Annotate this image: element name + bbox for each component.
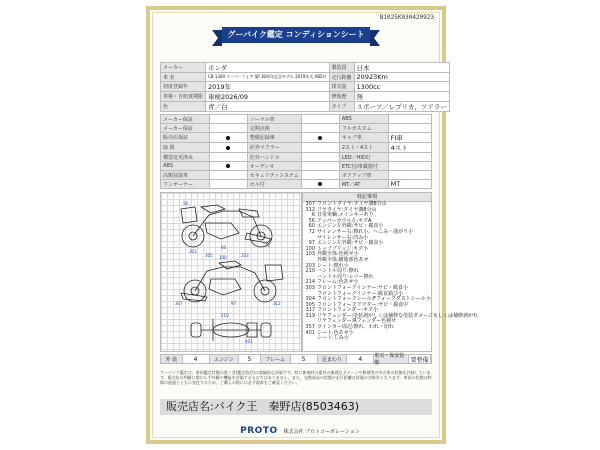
remarks-list — [303, 201, 479, 342]
info-label: 排気量 — [329, 82, 354, 92]
svg-text:312: 312 — [273, 301, 281, 306]
info-label: 製造国 — [329, 63, 354, 73]
spec-value — [388, 115, 431, 124]
spec-value — [301, 143, 339, 153]
remarks-panel — [302, 192, 479, 352]
svg-text:401: 401 — [245, 339, 253, 344]
spec-row — [161, 133, 432, 143]
spec-label: セキュリティシステム — [247, 171, 301, 180]
info-row — [161, 73, 450, 82]
spec-value: MT — [388, 180, 431, 189]
proto-logo: PROTO — [240, 426, 278, 436]
spec-row — [161, 124, 432, 133]
svg-text:100: 100 — [219, 255, 227, 260]
remark-text: フロントフェンダー:キズ小 — [317, 307, 378, 314]
spec-row — [161, 171, 432, 180]
remark-code: 401 — [305, 329, 315, 336]
spec-label: 高額買取車 — [161, 171, 210, 180]
remark-text: シート:色あせ小 — [317, 329, 354, 336]
spec-label: ETC付/車載器付 — [339, 162, 388, 171]
spec-value — [209, 124, 247, 133]
spec-label: メーカー保証 — [161, 115, 210, 124]
shop-name: 販売店名:バイク王 秦野店(8503463) — [160, 399, 432, 415]
remark-text: フレーム:色あせ小 — [317, 279, 359, 286]
spec-value — [301, 171, 339, 180]
spec-label: ABS — [161, 162, 210, 171]
score-label: 足まわり — [318, 355, 348, 363]
info-value: 無 — [354, 92, 449, 102]
score-bar — [160, 354, 432, 364]
spec-row — [161, 153, 432, 162]
motorcycle-right-view — [181, 261, 283, 302]
spec-value: 4スト — [388, 143, 431, 153]
info-value: 車検2026/09 — [206, 92, 330, 102]
equipment-spec-table — [160, 114, 432, 189]
damage-markers — [175, 201, 281, 344]
remark-text: エンジン左外観:サビ・腐食小 — [317, 240, 384, 247]
remark-text: リヤフェンダー:Rフェンダー色褪せ — [317, 318, 397, 325]
remark-text: ハンドル周り:レバー擦れ — [317, 273, 374, 280]
spec-label: 社外マフラー — [247, 143, 301, 153]
spec-value — [301, 162, 339, 171]
spec-check — [209, 162, 247, 171]
spec-label: LED／HID灯 — [339, 153, 388, 162]
spec-value — [388, 171, 431, 180]
spec-label: メーカー保証 — [161, 124, 210, 133]
check-dot-icon — [226, 164, 230, 168]
svg-text:303: 303 — [189, 249, 197, 254]
spec-label: 整備記録簿 — [247, 133, 301, 143]
motorcycle-top-view — [191, 319, 271, 341]
remark-text: シート:擦れ小 — [317, 262, 349, 269]
spec-row — [161, 115, 432, 124]
spec-value — [301, 153, 339, 162]
spec-label: ノーマル車 — [247, 115, 301, 124]
remark-code: 214 — [305, 279, 315, 286]
spec-row — [161, 180, 432, 189]
remark-text: フロントフォークシール:Fフォークダストシール小 — [317, 296, 431, 303]
remark-text: 日常車輌:メインキーあり — [317, 212, 374, 219]
check-dot-icon — [318, 182, 322, 186]
spec-label: 販売店保証 — [161, 133, 210, 143]
company-name: 株式会社 プロトコーポレーション — [283, 428, 360, 435]
remark-code: 304 — [305, 296, 315, 303]
remark-text: ウインカー周辺:擦れ、われ・切れ — [317, 324, 394, 331]
remark-text: アッパーカウル左:キズA — [317, 217, 372, 224]
remark-text: エンジン左外観:サビ・腐食小 — [317, 223, 384, 230]
damage-diagram — [160, 192, 302, 352]
remark-text: シート:しみ小 — [317, 335, 349, 342]
score-label: エンジン — [210, 355, 240, 363]
remark-text: ハンドル周り:擦れ — [317, 268, 359, 275]
spec-label: オーディオ — [247, 162, 301, 171]
remark-text: トップブリッジ:キズ小 — [317, 245, 369, 252]
remark-text: フロントタイヤ:タイヤ溝8分山 — [317, 201, 387, 207]
spec-row — [161, 143, 432, 153]
remark-code: 97 — [308, 240, 315, 247]
svg-text:210: 210 — [221, 313, 229, 318]
remark-code: 100 — [305, 245, 315, 252]
remark-text: フロントフォークインナー:サビ・腐食小 — [317, 284, 409, 291]
remark-text: サイレンサー右:凹み小 — [317, 234, 369, 241]
svg-text:97: 97 — [231, 301, 237, 306]
info-value: 日本 — [354, 63, 449, 73]
info-row — [161, 102, 450, 112]
remark-code: 303 — [305, 284, 315, 291]
spec-value — [301, 124, 339, 133]
spec-label: ABS — [339, 115, 388, 124]
document-id: B1025K030420923 — [379, 14, 434, 21]
score-value: 4 — [183, 355, 210, 363]
info-label: タイプ — [329, 102, 354, 112]
remark-code: 6 — [311, 212, 315, 219]
info-value: 青／白 — [206, 102, 330, 112]
remark-code: 305 — [305, 301, 315, 308]
info-row — [161, 82, 450, 92]
remark-code — [303, 336, 317, 342]
remark-text: リヤタイヤ:タイヤ溝8分山 — [317, 206, 377, 213]
remark-text: フロントフォークアウター:サビ・腐食中 — [317, 301, 409, 308]
spec-check — [209, 143, 247, 153]
score-value: 5 — [291, 355, 318, 363]
remark-code: 307 — [305, 201, 315, 207]
title-banner: グーバイク鑑定 コンディションシート — [222, 27, 370, 43]
spec-label: 定期点検 — [247, 124, 301, 133]
spec-label: 構造変更済み — [161, 153, 210, 162]
spec-label: ワンオーナー — [161, 180, 210, 189]
info-label: 色 — [161, 102, 206, 112]
spec-label: 取 扱 — [161, 143, 210, 153]
spec-value — [388, 124, 431, 133]
info-value: CB 1300 スーパーフォア SP 30周年記念モデル 2019年式 ABS付 — [206, 73, 330, 82]
remarks-header: 特記事項 — [303, 193, 431, 202]
svg-text:307: 307 — [175, 301, 183, 306]
check-dot-icon — [318, 136, 322, 140]
info-value: ホンダ — [206, 63, 330, 73]
remark-code: 357 — [305, 324, 315, 331]
score-value: 要整備 — [409, 355, 431, 363]
info-value: 2019年 — [206, 82, 330, 92]
motorcycle-diagram-svg — [161, 193, 301, 351]
spec-value: FI車 — [388, 133, 431, 143]
svg-text:203: 203 — [241, 253, 249, 258]
remark-text: フロントフォークインナー:腐食錆び小 — [317, 290, 404, 297]
remark-code: 210 — [305, 268, 315, 275]
spec-label: フルカスタム — [339, 124, 388, 133]
disclaimer-text: グーバイク鑑定は、車両鑑定状態の第三者(鑑定協会)の客観的な評価です。特に新車時の素材の無理なダメージや修理等の中古車の状態を評価しています。販売店の判断に関わらず外観や機能を評価するものではありません。また、交換部品の状態や走行距離は評価の対象外となります。車両の状態は時間の経過とともに変化するため、ご購入の際には必ず現車をご確認ください。 — [160, 370, 432, 385]
score-label: 電気・保安装備 — [374, 355, 409, 363]
svg-text:72: 72 — [265, 243, 271, 248]
spec-value — [209, 171, 247, 180]
spec-value — [209, 115, 247, 124]
info-row — [161, 92, 450, 102]
spec-row — [161, 162, 432, 171]
info-label: メーカー — [161, 63, 206, 73]
remark-item — [303, 336, 431, 342]
spec-value — [388, 162, 431, 171]
remark-code: 72 — [308, 228, 315, 235]
spec-label: ボアアップ車 — [339, 171, 388, 180]
info-label: 修復歴 — [329, 92, 354, 102]
info-label: 走行距離 — [329, 73, 354, 82]
spec-label: MT／AT — [339, 180, 388, 189]
spec-value — [209, 153, 247, 162]
spec-value — [301, 115, 339, 124]
score-label: 外 装 — [161, 355, 183, 363]
motorcycle-left-view — [181, 205, 272, 247]
info-label: 初度登録年 — [161, 82, 206, 92]
remark-text: 外観全体:樹脂部色あせ — [317, 256, 369, 263]
info-label: 車検・自賠責期限 — [161, 92, 206, 102]
spec-label: キャブ車 — [339, 133, 388, 143]
remark-code: 56 — [308, 217, 315, 224]
spec-label: 2スト・4スト — [339, 143, 388, 153]
svg-text:60: 60 — [221, 245, 227, 250]
spec-label: セル付 — [247, 180, 301, 189]
spec-value — [209, 180, 247, 189]
info-value: スポーツ／レプリカ、ツアラー — [354, 102, 449, 112]
remark-code: 312 — [305, 206, 315, 213]
spec-value — [388, 153, 431, 162]
remark-code: 103 — [305, 251, 315, 258]
check-dot-icon — [226, 136, 230, 140]
remark-text: サイレンサー右:擦れ小、へこみ・曲がり小 — [317, 228, 414, 235]
remark-code: 60 — [308, 223, 315, 230]
score-label: フレーム — [261, 355, 291, 363]
info-value: 1300cc — [354, 82, 449, 92]
spec-check — [209, 133, 247, 143]
info-value: 20923Km — [354, 73, 449, 82]
footer — [220, 426, 380, 436]
remark-text: リヤフェンダー:塗装剥がしくは補修な塗装ダメージもしくは補修剥がれ — [317, 312, 479, 319]
svg-text:305: 305 — [205, 253, 213, 258]
spec-check — [301, 180, 339, 189]
info-label: 車 名 — [161, 73, 206, 82]
score-value: 5 — [239, 355, 261, 363]
remark-code: 203 — [305, 262, 315, 269]
info-row — [161, 63, 450, 73]
spec-label: 社外ハンドル — [247, 153, 301, 162]
spec-check — [301, 133, 339, 143]
svg-text:56: 56 — [183, 201, 189, 206]
certificate-frame — [146, 6, 479, 444]
score-value: 4 — [347, 355, 374, 363]
remark-code: 317 — [305, 307, 315, 314]
vehicle-info-table — [160, 62, 450, 112]
check-dot-icon — [226, 146, 230, 150]
remark-code: 319 — [305, 312, 315, 319]
remark-text: 外観全体:色褪せ小 — [317, 251, 359, 258]
